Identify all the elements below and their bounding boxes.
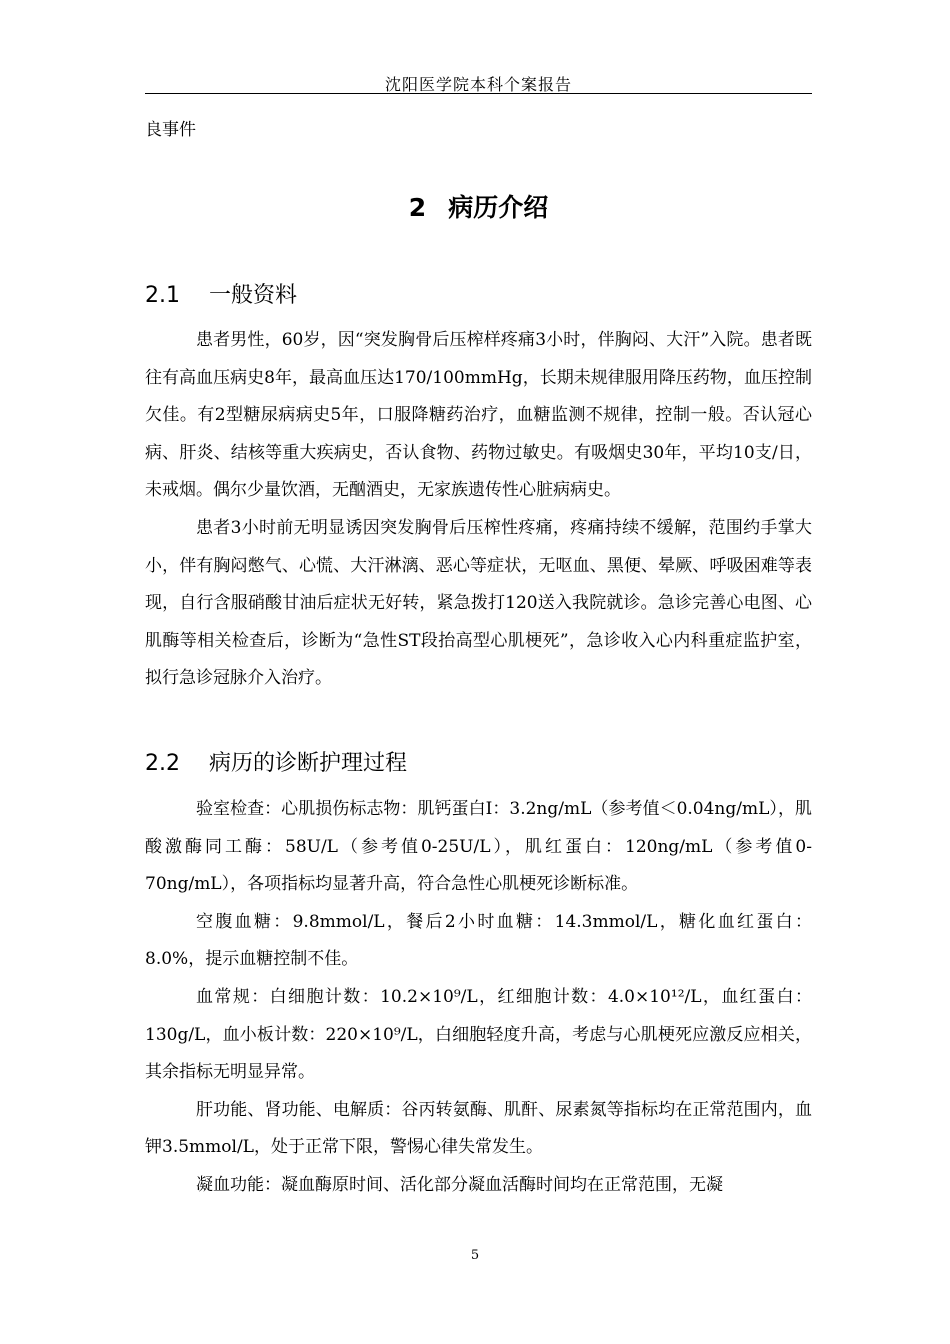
section-title: 一般资料 — [209, 283, 298, 308]
section-heading — [145, 278, 297, 309]
paragraph: 验室检查：心肌损伤标志物：肌钙蛋白I：3.2ng/mL（参考值＜0.04ng/mL），肌酸激酶同工酶：58U/L（参考值0-25U/L），肌红蛋白：120ng/mL（参考值0-70ng/mL），各项指标均显著升高，符合急性心肌梗死诊断标准。 — [145, 799, 812, 895]
page-number: 5 — [470, 1248, 480, 1263]
carryover-text: 良事件 — [145, 120, 196, 140]
paragraph: 凝血功能：凝血酶原时间、活化部分凝血活酶时间均在正常范围，无凝 — [196, 1174, 723, 1195]
paragraph: 患者男性，60岁，因“突发胸骨后压榨样疼痛3小时，伴胸闷、大汗”入院。患者既往有高血压病史8年，最高血压达170/100mmHg，长期未规律服用降压药物，血压控制欠佳。有2型糖尿病病史5年，口服降糖药治疗，血糖监测不规律，控制一般。否认冠心病、肝炎、结核等重大疾病史，否认食物、药物过敏史。有吸烟史30年，平均10支/日，未戒烟。偶尔少量饮酒，无酗酒史，无家族遗传性心脏病病史。 — [145, 330, 812, 501]
paragraph: 空腹血糖：9.8mmol/L，餐后2小时血糖：14.3mmol/L，糖化血红蛋白：8.0%，提示血糖控制不佳。 — [145, 911, 812, 970]
page-body — [145, 116, 812, 1195]
page-header-title: 沈阳医学院本科个案报告 — [384, 75, 572, 94]
paragraph: 肝功能、肾功能、电解质：谷丙转氨酶、肌酐、尿素氮等指标均在正常范围内，血钾3.5mmol/L，处于正常下限，警惕心律失常发生。 — [145, 1099, 812, 1158]
paragraph: 血常规：白细胞计数：10.2×10⁹/L，红细胞计数：4.0×10¹²/L，血红蛋白：130g/L，血小板计数：220×10⁹/L，白细胞轻度升高，考虑与心肌梗死应激反应相关，其余指标无明显异常。 — [145, 986, 812, 1083]
chapter-title: 病历介绍 — [448, 193, 549, 222]
section-number: 2.2 — [145, 751, 180, 776]
section-title: 病历的诊断护理过程 — [209, 751, 408, 776]
header-divider — [145, 93, 812, 94]
chapter-number: 2 — [408, 193, 427, 222]
paragraph: 患者3小时前无明显诱因突发胸骨后压榨性疼痛，疼痛持续不缓解，范围约手掌大小，伴有胸闷憋气、心慌、大汗淋漓、恶心等症状，无呕血、黑便、晕厥、呼吸困难等表现，自行含服硝酸甘油后症状无好转，紧急拨打120送入我院就诊。急诊完善心电图、心肌酶等相关检查后，诊断为“急性ST段抬高型心肌梗死”，急诊收入心内科重症监护室，拟行急诊冠脉介入治疗。 — [145, 517, 812, 689]
section-number: 2.1 — [145, 283, 180, 308]
section-heading — [145, 746, 407, 777]
chapter-heading — [145, 188, 812, 224]
